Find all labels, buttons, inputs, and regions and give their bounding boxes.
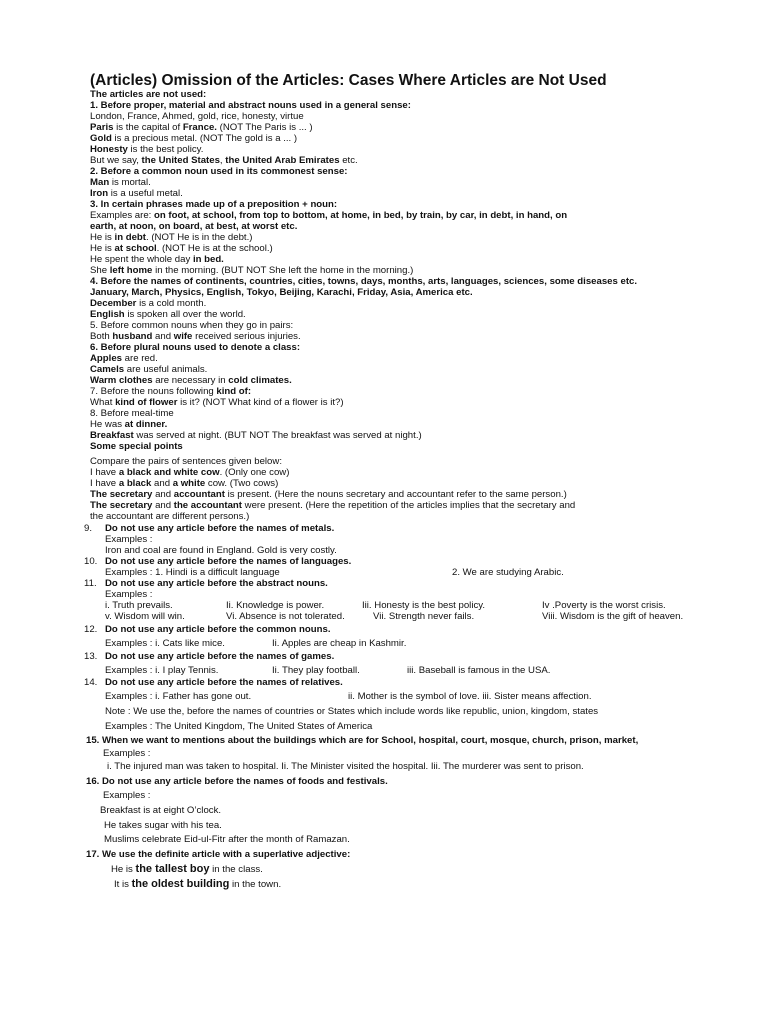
rule-17-example: It is the oldest building in the town.: [114, 878, 282, 890]
rule-3-line: Examples are: on foot, at school, from top to bottom, at home, in bed, by train, by car, in debt, in hand, on: [90, 210, 568, 221]
rule-10-example: 2. We are studying Arabic.: [452, 567, 564, 578]
rule-9-heading: Do not use any article before the names of metals.: [105, 523, 335, 534]
rule-13-example: Ii. They play football.: [272, 665, 360, 676]
rule-16-example: He takes sugar with his tea.: [104, 820, 222, 831]
compare-intro: Compare the pairs of sentences given below:: [90, 456, 282, 467]
rule-10-example: Examples : 1. Hindi is a difficult language: [105, 567, 280, 578]
compare-line: I have a black and a white cow. (Two cows): [90, 478, 279, 489]
rule-15-heading: 15. When we want to mentions about the buildings which are for School, hospital, court, mosque, church, prison, market,: [86, 735, 639, 746]
rule-5-heading: 5. Before common nouns when they go in pairs:: [90, 320, 294, 331]
rule-2-heading: 2. Before a common noun used in its commonest sense:: [90, 166, 348, 177]
rule-1-heading: 1. Before proper, material and abstract nouns used in a general sense:: [90, 100, 411, 111]
rule-4-line: English is spoken all over the world.: [90, 309, 246, 320]
rule-2-line: Man is mortal.: [90, 177, 151, 188]
rule-number: 12.: [84, 624, 98, 635]
rule-3-line: She left home in the morning. (BUT NOT She left the home in the morning.): [90, 265, 414, 276]
rule-3-line: He spent the whole day in bed.: [90, 254, 224, 265]
rule-11-example: Ii. Knowledge is power.: [226, 600, 325, 611]
rule-11-example: Viii. Wisdom is the gift of heaven.: [542, 611, 684, 622]
rule-6-heading: 6. Before plural nouns used to denote a class:: [90, 342, 301, 353]
rule-6-line: Camels are useful animals.: [90, 364, 208, 375]
rule-2-line: Iron is a useful metal.: [90, 188, 183, 199]
examples-label: Examples :: [103, 790, 151, 801]
compare-line: The secretary and the accountant were present. (Here the repetition of the articles implies that the secretary and: [90, 500, 576, 511]
rule-11-example: Iv .Poverty is the worst crisis.: [542, 600, 666, 611]
rule-16-example: Muslims celebrate Eid-ul-Fitr after the month of Ramazan.: [104, 834, 350, 845]
rule-13-example: iii. Baseball is famous in the USA.: [407, 665, 551, 676]
rule-3-line: earth, at noon, on board, at best, at worst etc.: [90, 221, 298, 232]
rule-12-example: Ii. Apples are cheap in Kashmir.: [272, 638, 407, 649]
compare-line: the accountant are different persons.): [90, 511, 250, 522]
special-points-heading: Some special points: [90, 441, 183, 452]
rule-7-heading: 7. Before the nouns following kind of:: [90, 386, 252, 397]
rule-number: 11.: [84, 578, 97, 589]
rule-14-note: Note : We use the, before the names of countries or States which include words like republic, union, kingdom, states: [105, 706, 599, 717]
rule-5-line: Both husband and wife received serious injuries.: [90, 331, 301, 342]
rule-9-example: Iron and coal are found in England. Gold is very costly.: [105, 545, 337, 556]
examples-label: Examples :: [103, 748, 151, 759]
rule-17-heading: 17. We use the definite article with a superlative adjective:: [86, 849, 351, 860]
rule-3-line: He is at school. (NOT He is at the school.): [90, 243, 273, 254]
rule-13-heading: Do not use any article before the names of games.: [105, 651, 335, 662]
rule-8-heading: 8. Before meal-time: [90, 408, 174, 419]
rule-11-example: Vii. Strength never fails.: [373, 611, 475, 622]
rule-3-line: He is in debt. (NOT He is in the debt.): [90, 232, 253, 243]
rule-4-examples: January, March, Physics, English, Tokyo, Beijing, Karachi, Friday, Asia, America etc.: [90, 287, 473, 298]
rule-number: 13.: [84, 651, 98, 662]
compare-line: The secretary and accountant is present. (Here the nouns secretary and accountant refer to the same person.): [90, 489, 567, 500]
compare-line: I have a black and white cow. (Only one cow): [90, 467, 290, 478]
page-title: (Articles) Omission of the Articles: Cases Where Articles are Not Used: [90, 72, 607, 89]
rule-13-example: Examples : i. I play Tennis.: [105, 665, 219, 676]
rule-8-line: He was at dinner.: [90, 419, 168, 430]
rule-1-line: Paris is the capital of France. (NOT The Paris is ... ): [90, 122, 313, 133]
rule-3-heading: 3. In certain phrases made up of a preposition + noun:: [90, 199, 338, 210]
examples-label: Examples :: [105, 534, 153, 545]
rule-16-heading: 16. Do not use any article before the names of foods and festivals.: [86, 776, 388, 787]
rule-number: 14.: [84, 677, 98, 688]
rule-16-example: Breakfast is at eight O’clock.: [100, 805, 222, 816]
rule-12-example: Examples : i. Cats like mice.: [105, 638, 225, 649]
intro-heading: The articles are not used:: [90, 89, 207, 100]
rule-14-example: Examples : i. Father has gone out.: [105, 691, 252, 702]
rule-15-example: i. The injured man was taken to hospital. Ii. The Minister visited the hospital. Iii. The murderer was sent to prison.: [107, 761, 584, 772]
rule-14-example: ii. Mother is the symbol of love. iii. Sister means affection.: [348, 691, 592, 702]
rule-1-line: Honesty is the best policy.: [90, 144, 204, 155]
rule-12-heading: Do not use any article before the common nouns.: [105, 624, 331, 635]
rule-1-line: Gold is a precious metal. (NOT The gold is a ... ): [90, 133, 298, 144]
rule-14-example: Examples : The United Kingdom, The United States of America: [105, 721, 373, 732]
rule-4-heading: 4. Before the names of continents, countries, cities, towns, days, months, arts, languages, sciences, some diseases etc.: [90, 276, 638, 287]
rule-11-example: i. Truth prevails.: [105, 600, 173, 611]
rule-number: 10.: [84, 556, 98, 567]
rule-11-heading: Do not use any article before the abstract nouns.: [105, 578, 328, 589]
rule-1-line: But we say, the United States, the United Arab Emirates etc.: [90, 155, 358, 166]
rule-11-example: Iii. Honesty is the best policy.: [362, 600, 485, 611]
examples-label: Examples :: [105, 589, 153, 600]
rule-11-example: v. Wisdom will win.: [105, 611, 185, 622]
rule-11-example: Vi. Absence is not tolerated.: [226, 611, 345, 622]
rule-10-heading: Do not use any article before the names of languages.: [105, 556, 352, 567]
rule-7-line: What kind of flower is it? (NOT What kind of a flower is it?): [90, 397, 344, 408]
rule-number: 9.: [84, 523, 93, 534]
rule-8-line: Breakfast was served at night. (BUT NOT The breakfast was served at night.): [90, 430, 422, 441]
rule-14-heading: Do not use any article before the names of relatives.: [105, 677, 343, 688]
rule-17-example: He is the tallest boy in the class.: [111, 863, 263, 875]
rule-6-line: Apples are red.: [90, 353, 158, 364]
rule-1-examples: London, France, Ahmed, gold, rice, honesty, virtue: [90, 111, 304, 122]
rule-4-line: December is a cold month.: [90, 298, 207, 309]
rule-6-line: Warm clothes are necessary in cold climates.: [90, 375, 292, 386]
